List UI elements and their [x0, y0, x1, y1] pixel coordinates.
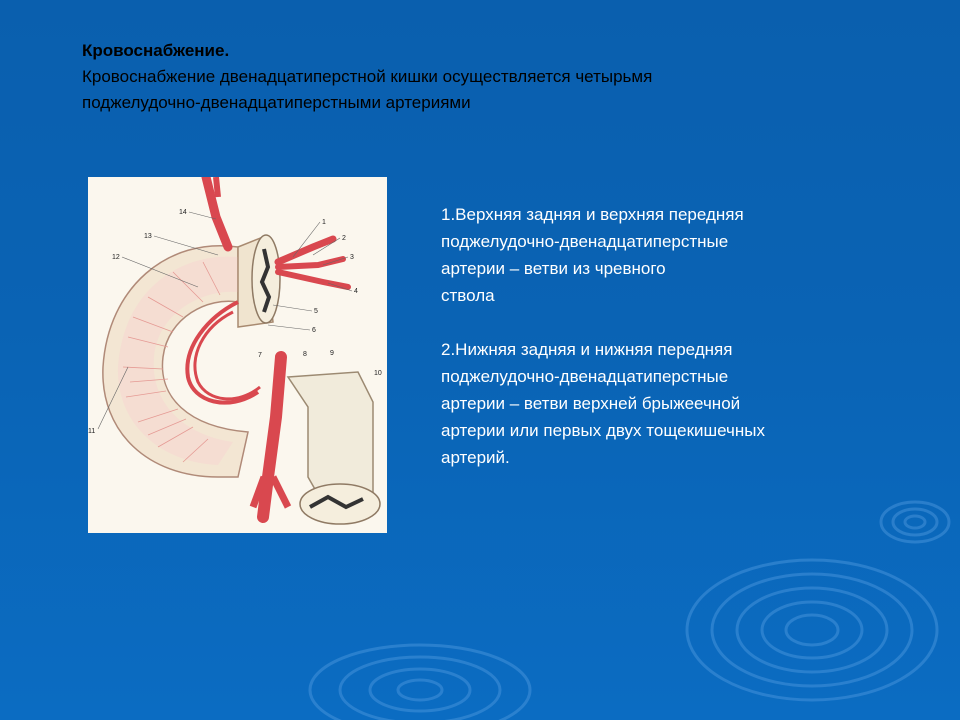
- point-2-line-2: поджелудочно-двенадцатиперстные: [441, 367, 729, 386]
- svg-text:9: 9: [330, 350, 334, 357]
- point-1-line-4: ствола: [441, 286, 495, 305]
- svg-text:6: 6: [312, 327, 316, 334]
- svg-text:8: 8: [303, 351, 307, 358]
- intro-line-2: поджелудочно-двенадцатиперстными артериями: [82, 93, 471, 112]
- point-2-line-4: артерии или первых двух тощекишечных: [441, 421, 766, 440]
- duodenum-blood-supply-illustration: [88, 177, 387, 533]
- svg-text:3: 3: [350, 254, 354, 261]
- intro-line-1: Кровоснабжение двенадцатиперстной кишки осуществляется четырьмя: [82, 67, 653, 86]
- svg-text:13: 13: [144, 233, 152, 240]
- content-text: [441, 201, 921, 471]
- point-2: [441, 336, 921, 471]
- point-2-line-5: артерий.: [441, 448, 510, 467]
- point-2-line-1: 2.Нижняя задняя и нижняя передняя: [441, 340, 733, 359]
- svg-text:2: 2: [342, 235, 346, 242]
- point-1-line-2: поджелудочно-двенадцатиперстные: [441, 232, 729, 251]
- svg-text:10: 10: [374, 370, 382, 377]
- point-2-line-3: артерии – ветви верхней брыжеечной: [441, 394, 741, 413]
- point-1-line-3: артерии – ветви из чревного: [441, 259, 666, 278]
- svg-text:4: 4: [354, 288, 358, 295]
- svg-text:12: 12: [112, 254, 120, 261]
- point-1-line-1: 1.Верхняя задняя и верхняя передняя: [441, 205, 744, 224]
- svg-text:7: 7: [258, 352, 262, 359]
- point-1: [441, 201, 921, 309]
- svg-text:5: 5: [314, 308, 318, 315]
- slide-header: [82, 38, 902, 116]
- svg-text:1: 1: [322, 219, 326, 226]
- svg-text:11: 11: [88, 428, 96, 435]
- slide-title: Кровоснабжение.: [82, 41, 230, 60]
- svg-text:14: 14: [179, 209, 187, 216]
